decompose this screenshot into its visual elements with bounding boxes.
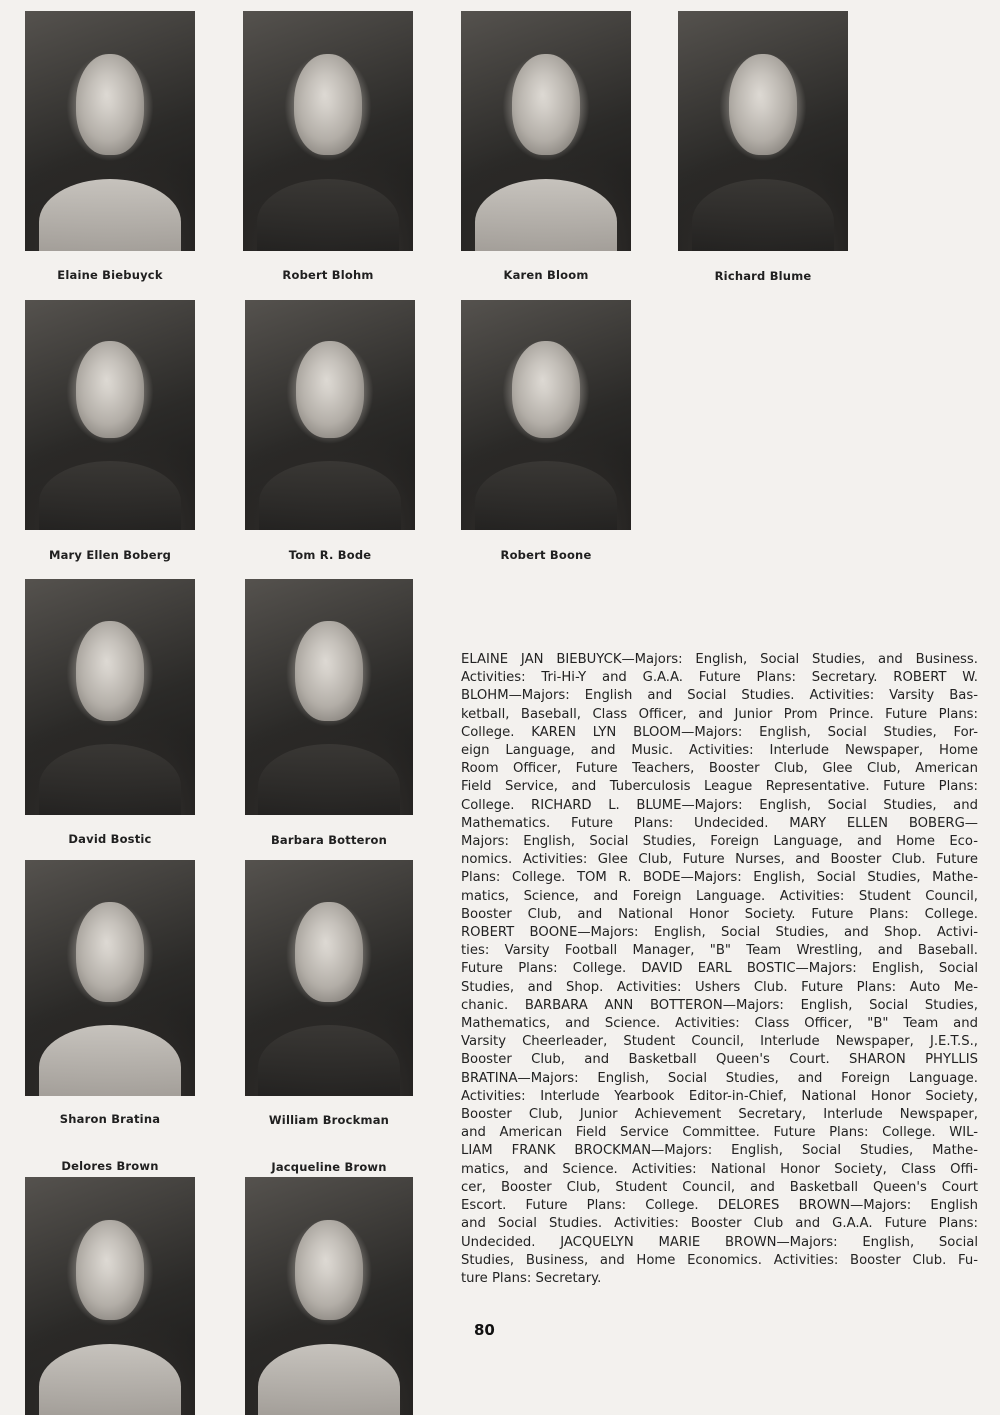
bio-line: Activities: Interlude Yearbook Editor-in-Chief, National Honor Society, [461, 1088, 978, 1104]
bio-line: Studies, Business, and Home Economics. Activities: Booster Club. Fu- [461, 1252, 978, 1268]
bio-line: matics, and Science. Activities: National Honor Society, Class Offi- [461, 1161, 978, 1177]
portrait-photo [245, 300, 415, 530]
student-name-caption: Robert Blohm [282, 268, 374, 282]
portrait-photo [25, 300, 195, 530]
bio-line: Booster Club, Junior Achievement Secretary, Interlude Newspaper, [461, 1107, 978, 1123]
student-name-caption: Robert Boone [500, 548, 592, 562]
bio-line: BRATINA—Majors: English, Social Studies, and Foreign Language. [461, 1070, 978, 1086]
portrait-photo [25, 579, 195, 815]
portrait-photo [25, 860, 195, 1096]
portrait-photo [243, 11, 413, 251]
student-name-caption: Mary Ellen Boberg [48, 548, 172, 562]
bio-line: Majors: English, Social Studies, Foreign Language, and Home Eco- [461, 834, 978, 850]
bio-line: College. KAREN LYN BLOOM—Majors: English, Social Studies, For- [461, 724, 978, 740]
bio-line: and Social Studies. Activities: Booster Club and G.A.A. Future Plans: [461, 1216, 978, 1232]
portrait-photo [245, 1177, 413, 1415]
bio-line: Studies, and Shop. Activities: Ushers Club. Future Plans: Auto Me- [461, 979, 978, 995]
bio-line: Varsity Cheerleader, Student Council, Interlude Newspaper, J.E.T.S., [461, 1034, 978, 1050]
bio-line: Undecided. JACQUELYN MARIE BROWN—Majors: English, Social [461, 1234, 978, 1250]
bio-line: cer, Booster Club, Student Council, and Basketball Queen's Court [461, 1179, 978, 1195]
portrait-photo [461, 11, 631, 251]
bio-line: Plans: College. TOM R. BODE—Majors: English, Social Studies, Mathe- [461, 870, 978, 886]
portrait-photo [25, 1177, 195, 1415]
bio-line: ketball, Baseball, Class Officer, and Junior Prom Prince. Future Plans: [461, 706, 978, 722]
bio-line: Room Officer, Future Teachers, Booster Club, Glee Club, American [461, 761, 978, 777]
bio-line: Field Service, and Tuberculosis League Representative. Future Plans: [461, 779, 978, 795]
bio-line: ties: Varsity Football Manager, "B" Team Wrestling, and Baseball. [461, 943, 978, 959]
bio-line: Booster Club, and Basketball Queen's Court. SHARON PHYLLIS [461, 1052, 978, 1068]
bio-line: Mathematics, and Science. Activities: Class Officer, "B" Team and [461, 1016, 978, 1032]
portrait-photo [678, 11, 848, 251]
bio-line: matics, Science, and Foreign Language. Activities: Student Council, [461, 888, 978, 904]
student-name-caption: Jacqueline Brown [271, 1160, 387, 1174]
student-name-caption: Sharon Bratina [59, 1112, 161, 1126]
student-name-caption: David Bostic [68, 832, 152, 846]
bio-line: chanic. BARBARA ANN BOTTERON—Majors: English, Social Studies, [461, 997, 978, 1013]
bio-line: eign Language, and Music. Activities: Interlude Newspaper, Home [461, 743, 978, 759]
student-name-caption: Tom R. Bode [288, 548, 372, 562]
bio-line: ROBERT BOONE—Majors: English, Social Studies, and Shop. Activi- [461, 925, 978, 941]
bio-line: College. RICHARD L. BLUME—Majors: English, Social Studies, and [461, 797, 978, 813]
portrait-photo [245, 579, 413, 815]
bio-line: BLOHM—Majors: English and Social Studies. Activities: Varsity Bas- [461, 688, 978, 704]
page-number: 80 [474, 1321, 495, 1339]
bio-line: nomics. Activities: Glee Club, Future Nurses, and Booster Club. Future [461, 852, 978, 868]
portrait-photo [25, 11, 195, 251]
student-name-caption: Elaine Biebuyck [57, 268, 163, 282]
bio-line: LIAM FRANK BROCKMAN—Majors: English, Social Studies, Mathe- [461, 1143, 978, 1159]
student-name-caption: Delores Brown [61, 1159, 159, 1173]
student-name-caption: Karen Bloom [503, 268, 589, 282]
bio-line: Booster Club, and National Honor Society. Future Plans: College. [461, 906, 978, 922]
portrait-photo [245, 860, 413, 1096]
student-name-caption: Barbara Botteron [270, 833, 388, 847]
bio-line: and American Field Service Committee. Future Plans: College. WIL- [461, 1125, 978, 1141]
bio-line: Activities: Tri-Hi-Y and G.A.A. Future Plans: Secretary. ROBERT W. [461, 670, 978, 686]
student-name-caption: Richard Blume [714, 269, 812, 283]
bio-line: ELAINE JAN BIEBUYCK—Majors: English, Social Studies, and Business. [461, 652, 978, 667]
portrait-photo [461, 300, 631, 530]
student-biographies [461, 651, 978, 1288]
student-name-caption: William Brockman [268, 1113, 390, 1127]
bio-line: Escort. Future Plans: College. DELORES BROWN—Majors: English [461, 1198, 978, 1214]
bio-line: Future Plans: College. DAVID EARL BOSTIC—Majors: English, Social [461, 961, 978, 977]
bio-line: ture Plans: Secretary. [461, 1270, 602, 1286]
bio-line: Mathematics. Future Plans: Undecided. MARY ELLEN BOBERG— [461, 815, 978, 831]
